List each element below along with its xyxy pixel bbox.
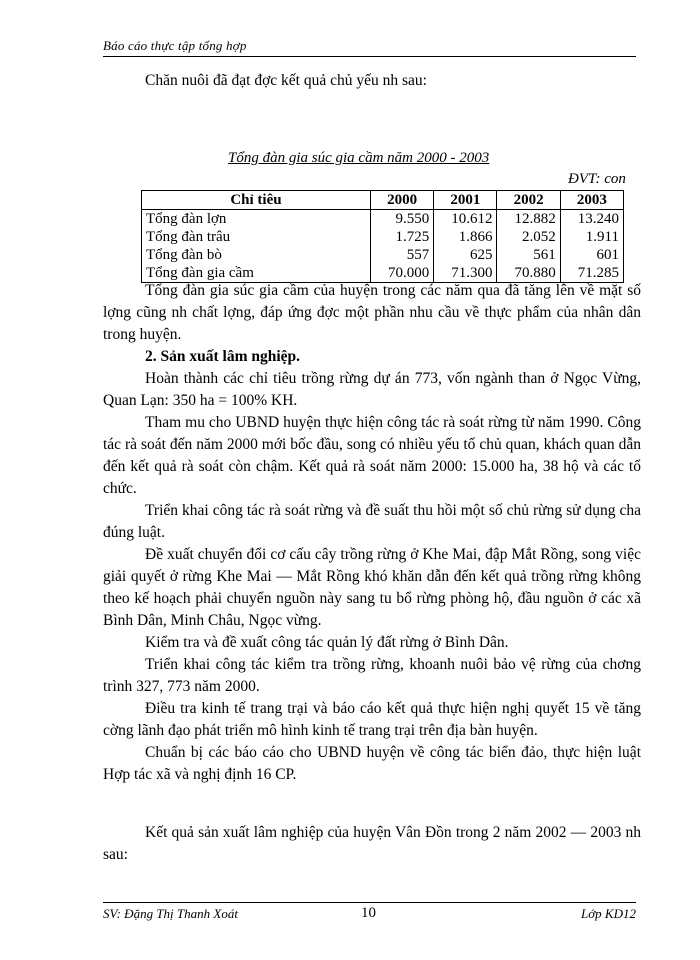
table-cell: 1.866	[434, 228, 497, 246]
table-cell: 601	[560, 246, 623, 264]
table-header-row	[142, 191, 624, 210]
closing-block	[103, 822, 641, 866]
table-cell: 9.550	[370, 210, 433, 229]
paragraph: Chuẩn bị các báo cáo cho UBND huyện về công tác biển đảo, thực hiện luật Hợp tác xã và nghị định 16 CP.	[103, 744, 641, 783]
column-header: 2003	[560, 191, 623, 210]
table-row	[142, 210, 624, 229]
paragraph: Kiểm tra và đề xuất công tác quản lý đất rừng ở Bình Dân.	[145, 634, 509, 651]
intro-paragraph: Chăn nuôi đã đạt đợc kết quả chủ yếu nh sau:	[145, 72, 427, 89]
table-cell: 1.725	[370, 228, 433, 246]
paragraph: Triển khai công tác rà soát rừng và đề suất thu hồi một số chủ rừng sử dụng cha đúng luật.	[103, 502, 641, 541]
section-heading: 2. Sản xuất lâm nghiệp.	[145, 348, 301, 365]
column-header: Chỉ tiêu	[142, 191, 371, 210]
page-number: 10	[361, 905, 376, 921]
table-cell: 10.612	[434, 210, 497, 229]
table-unit: ĐVT: con	[568, 171, 626, 187]
paragraph: Tham mu cho UBND huyện thực hiện công tác rà soát rừng từ năm 1990. Công tác rà soát đến năm 2000 mới bốc đầu, song có nhiều yếu tố chủ quan, khách quan dẫn đến kết quả rà soát còn chậm. Kết quả rà soát năm 2000: 15.000 ha, 38 hộ và các tổ chức.	[103, 414, 641, 497]
paragraph: Điều tra kinh tế trang trại và báo cáo kết quả thực hiện nghị quyết 15 về tăng cờng lãnh đạo phát triển mô hình kinh tế trang trại trên địa bàn huyện.	[103, 700, 641, 739]
table-title: Tổng đàn gia súc gia cầm năm 2000 - 2003	[228, 150, 490, 166]
table-cell: 70.000	[370, 264, 433, 283]
footer-author: SV: Đặng Thị Thanh Xoát	[103, 906, 238, 921]
row-label: Tổng đàn bò	[142, 246, 371, 264]
closing-paragraph: Kết quả sản xuất lâm nghiệp của huyện Vân Đồn trong 2 năm 2002 — 2003 nh sau:	[103, 824, 641, 863]
paragraph: Đề xuất chuyển đổi cơ cấu cây trồng rừng ở Khe Mai, đập Mắt Rồng, song việc giải quyết ở rừng Khe Mai — Mắt Rồng khó khăn dẫn đến kết quả trồng rừng không theo kế hoạch phải chuyển nguồn này sang tu bổ rừng phòng hộ, đầu nguồn ở các xã Bình Dân, Minh Châu, Ngọc vừng.	[103, 546, 641, 629]
paragraph: Hoàn thành các chỉ tiêu trồng rừng dự án 773, vốn ngành than ở Ngọc Vừng, Quan Lạn: 350 ha = 100% KH.	[103, 370, 641, 409]
column-header: 2002	[497, 191, 560, 210]
row-label: Tổng đàn gia cầm	[142, 264, 371, 283]
table-cell: 71.285	[560, 264, 623, 283]
main-body	[103, 280, 641, 786]
livestock-table	[141, 190, 624, 283]
intro-block	[103, 70, 641, 92]
footer-class: Lớp KD12	[581, 906, 636, 921]
paragraph: Tổng đàn gia súc gia cầm của huyện trong các năm qua đã tăng lên về mặt số lợng cũng nh chất lợng, đáp ứng đợc một phần nhu cầu về thực phẩm của nhân dân trong huyện.	[103, 282, 641, 343]
column-header: 2000	[370, 191, 433, 210]
table-row	[142, 228, 624, 246]
page-header	[103, 38, 636, 57]
row-label: Tổng đàn trâu	[142, 228, 371, 246]
column-header: 2001	[434, 191, 497, 210]
table-cell: 70.880	[497, 264, 560, 283]
table-cell: 1.911	[560, 228, 623, 246]
table-cell: 13.240	[560, 210, 623, 229]
table-cell: 561	[497, 246, 560, 264]
table-cell: 12.882	[497, 210, 560, 229]
row-label: Tổng đàn lợn	[142, 210, 371, 229]
paragraph: Triển khai công tác kiểm tra trồng rừng, khoanh nuôi bảo vệ rừng của chơng trình 327, 773 năm 2000.	[103, 656, 641, 695]
table-cell: 2.052	[497, 228, 560, 246]
page-footer	[103, 902, 636, 921]
table-cell: 71.300	[434, 264, 497, 283]
table-cell: 625	[434, 246, 497, 264]
table-row	[142, 246, 624, 264]
table-cell: 557	[370, 246, 433, 264]
header-title: Báo cáo thực tập tổng hợp	[103, 38, 247, 53]
